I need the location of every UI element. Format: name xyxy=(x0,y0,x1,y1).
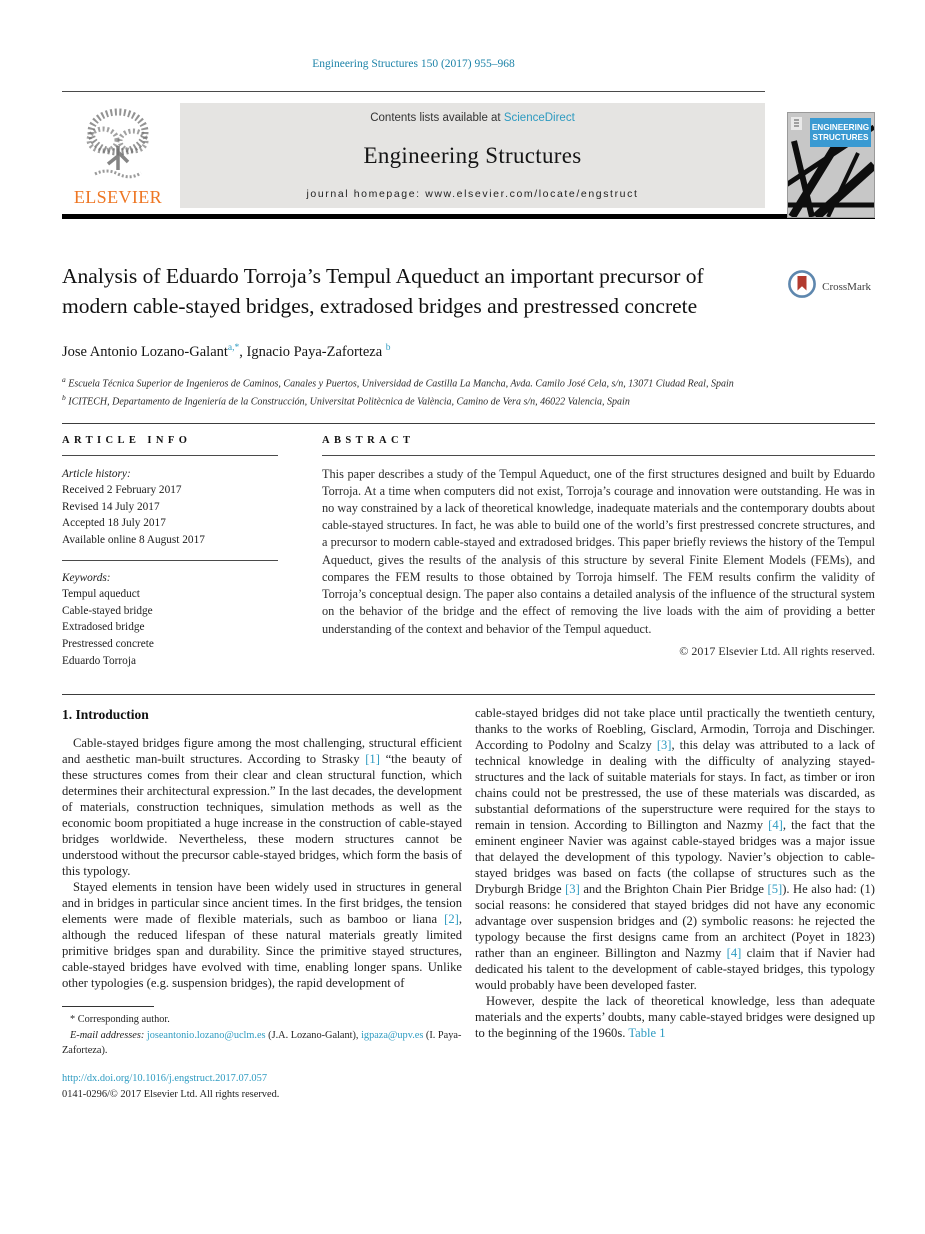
history-line: Available online 8 August 2017 xyxy=(62,534,205,547)
keyword-item: Tempul aqueduct xyxy=(62,588,140,601)
authors-line xyxy=(62,343,875,361)
crossmark-badge[interactable] xyxy=(787,269,871,304)
left-column xyxy=(62,706,462,1102)
inline-link[interactable]: [5] xyxy=(767,882,783,897)
keyword-item: Cable-stayed bridge xyxy=(62,604,153,617)
text-run: and the Brighton Chain Pier Bridge xyxy=(579,882,768,897)
text-run: Cable-stayed bridges figure among the most challenging, structural efficient and aesthetic man-built structures. According to Strasky xyxy=(62,736,462,767)
contents-line xyxy=(180,112,765,124)
paragraph xyxy=(475,706,875,994)
affiliation-a-text: Escuela Técnica Superior de Ingenieros de Caminos, Canales y Puertos, Universidad de Castilla La Mancha, Avda. Camilo José Cela, s/n, 13071 Ciudad Real, Spain xyxy=(65,378,734,390)
right-column xyxy=(475,706,875,1102)
affiliation-b xyxy=(62,392,875,410)
email-addresses-line xyxy=(62,1028,462,1059)
keywords-list xyxy=(62,570,278,670)
text-run: However, despite the lack of theoretical knowledge, less than adequate materials and the experts’ doubts, many cable-stayed bridges were designed up to the beginning of the 1960s. xyxy=(475,993,875,1040)
doi-block xyxy=(62,1071,462,1102)
journal-banner xyxy=(62,103,765,208)
affiliation-b-text: ICITECH, Departamento de Ingeniería de la Construcción, Universitat Politècnica de València, Camino de Vera s/n, 46022 Valencia, Spain xyxy=(65,396,630,408)
doi-link[interactable]: http://dx.doi.org/10.1016/j.engstruct.2017.07.057 xyxy=(62,1073,268,1085)
article-title: Analysis of Eduardo Torroja’s Tempul Aqueduct an important precursor of modern cable-stayed bridges, extradosed bridges and prestressed concrete xyxy=(62,264,704,319)
cover-title-line2: STRUCTURES xyxy=(812,133,869,142)
history-label: Article history: xyxy=(62,467,131,480)
text-run: (I. Paya-Zaforteza). xyxy=(62,1029,462,1056)
cover-title-line1: ENGINEERING xyxy=(811,123,870,132)
text-run: , the fact that the eminent engineer Navier was against cable-stayed bridges was a major issue that delayed the development of this typology. Navier’s objection to cable-stayed bridges was based on facts (the collapse of structures such as the Dryburgh Bridge xyxy=(475,818,875,897)
text-run: cable-stayed bridges did not take place until practically the twentieth century, thanks to the works of Roebling, Gisclard, Armodin, Torroja and Dischinger. According to Podolny and Scalzy xyxy=(475,706,875,753)
inline-link[interactable]: [2] xyxy=(444,912,459,927)
inline-link[interactable]: [4] xyxy=(726,945,742,960)
inline-link[interactable]: joseantonio.lozano@uclm.es xyxy=(146,1029,266,1041)
text-run: E-mail addresses: xyxy=(70,1029,147,1041)
section-heading-introduction: 1. Introduction xyxy=(62,707,149,723)
history-line: Revised 14 July 2017 xyxy=(62,500,160,513)
footnote-rule xyxy=(62,1006,154,1007)
text-run: , although the reduced lifespan of these natural materials greatly limited primitive bridges span and durability. Since the primitive stayed structures, cable-stayed bridges have evolved with time, enabling longer spans. Unlike other typologies (e.g. suspension bridges), the rapid development of xyxy=(62,912,462,991)
contents-prefix: Contents lists available at xyxy=(370,112,504,124)
inline-link[interactable]: Table 1 xyxy=(628,1025,666,1040)
affiliation-a-sup: a xyxy=(62,375,66,385)
header-left-area xyxy=(62,58,765,208)
elsevier-tree-icon xyxy=(75,108,161,185)
abstract-column xyxy=(322,435,875,670)
paragraph xyxy=(475,994,875,1042)
corresponding-author-note: * Corresponding author. xyxy=(70,1014,170,1026)
header-divider-bar xyxy=(62,214,875,219)
inline-link[interactable]: igpaza@upv.es xyxy=(361,1029,424,1041)
text-run: Stayed elements in tension have been widely used in structures in general and in bridges in particular since ancient times. In the first bridges, the tension elements were made of flexible materials, such as bamboo or liana xyxy=(62,880,462,927)
abstract-text: This paper describes a study of the Tempul Aqueduct, one of the first structures designed and built by Eduardo Torroja. At a time when computers did not exist, Torroja’s courage and innovation were outstanding. He was in no way constrained by a lack of theoretical knowledge, inadequate materials and the contemporary doubts about cable-stayed structures. In fact, he was able to build one of the world’s first prestressed concrete structures, and a precursor to modern cable-stayed and extradosed bridges. This paper briefly reviews the history of the Tempul Aqueduct, gives the results of the analysis of this structure by several Finite Element Models (FEMs), and compares the FEM results to those obtained by Torroja himself. The FEM results confirm the validity of Torroja’s conceptual design. The paper also contains a detailed analysis of the influence of the structural system on the behavior of the bridge and the effect of removing the live loads with the aim of providing a better understanding of the context and behavior of the Tempul aqueduct. xyxy=(322,466,875,636)
info-bottom-rule xyxy=(62,694,875,695)
text-run: (J.A. Lozano-Galant), xyxy=(265,1029,362,1041)
footnote-text xyxy=(62,1012,462,1058)
abstract-header: ABSTRACT xyxy=(322,435,875,456)
article-info-column xyxy=(62,435,278,670)
journal-title: Engineering Structures xyxy=(363,143,582,168)
affiliation-b-sup: b xyxy=(62,392,66,402)
author-2-sup: b xyxy=(385,343,391,354)
affiliation-a xyxy=(62,374,875,392)
affiliations xyxy=(62,374,875,410)
keyword-item: Prestressed concrete xyxy=(62,638,154,651)
paragraph xyxy=(62,880,462,992)
history-line: Received 2 February 2017 xyxy=(62,484,182,497)
paragraph xyxy=(62,736,462,880)
elsevier-wordmark: ELSEVIER xyxy=(73,187,163,207)
journal-citation: Engineering Structures 150 (2017) 955–968 xyxy=(62,58,765,92)
abstract-copyright: © 2017 Elsevier Ltd. All rights reserved. xyxy=(679,643,875,658)
text-run: , this delay was attributed to a lack of technical knowledge in dealing with the difficulty of analyzing stayed-structures and the lack of suitable materials for stays. In fact, as timber or iron chains could not be prestressed, the use of these materials was discarded, as substantial deformations of the superstructure were required for the stays to remain in tension. According to Billington and Nazmy xyxy=(475,738,875,833)
inline-link[interactable]: [1] xyxy=(365,752,380,767)
author-2[interactable]: Ignacio Paya-Zaforteza xyxy=(246,344,383,361)
article-history xyxy=(62,466,278,549)
article-info-header: ARTICLE INFO xyxy=(62,435,278,456)
journal-header xyxy=(62,58,875,208)
body-columns xyxy=(62,706,875,1102)
sciencedirect-link[interactable]: ScienceDirect xyxy=(503,112,575,124)
author-separator: , xyxy=(239,344,247,361)
banner-graybox xyxy=(180,103,765,208)
text-run: “the beauty of these structures comes from their clear and clean structural function, which determines their architectural expression.” In the last decades, the development of materials, construction techniques, simulation methods as well as the economic boom propitiated a huge increase in the construction of cable-stayed bridges worldwide. Nevertheless, these modern structures cannot be understood without the precursor cable-stayed bridges, which form the basis of this typology. xyxy=(62,752,463,879)
journal-cover-thumbnail[interactable] xyxy=(787,112,875,218)
keyword-item: Extradosed bridge xyxy=(62,621,145,634)
inline-link[interactable]: [3] xyxy=(656,738,672,753)
author-1[interactable]: Jose Antonio Lozano-Galant xyxy=(62,344,228,361)
keywords-label: Keywords: xyxy=(62,571,111,584)
inline-link[interactable]: [3] xyxy=(565,882,580,897)
elsevier-logo[interactable] xyxy=(62,103,180,208)
footnote-block xyxy=(62,992,462,1103)
title-block xyxy=(62,261,875,410)
text-run: ). He also had: (1) social reasons: he considered that stayed bridges did not have any economic advantage over suspension bridges and (2) symbolic reasons: he rejected the typology because the first designs came from an architect (Poyet in 1823) rather than an engineer. Billington and Nazmy xyxy=(475,882,875,960)
history-line: Accepted 18 July 2017 xyxy=(62,517,166,530)
info-abstract-block xyxy=(62,424,875,670)
info-mid-rule xyxy=(62,560,278,561)
keyword-item: Eduardo Torroja xyxy=(62,654,136,667)
crossmark-label: CrossMark xyxy=(822,280,871,293)
inline-link[interactable]: [4] xyxy=(768,818,783,833)
author-1-sup[interactable]: a,* xyxy=(227,343,240,354)
text-run: claim that if Navier had dedicated his talent to the development of cable-stayed bridges, this typology would probably have been developed faster. xyxy=(475,945,875,992)
issn-copyright-line: 0141-0296/© 2017 Elsevier Ltd. All rights reserved. xyxy=(62,1089,280,1101)
crossmark-icon xyxy=(787,269,817,304)
journal-homepage-link[interactable]: journal homepage: www.elsevier.com/locate/engstruct xyxy=(306,188,639,200)
